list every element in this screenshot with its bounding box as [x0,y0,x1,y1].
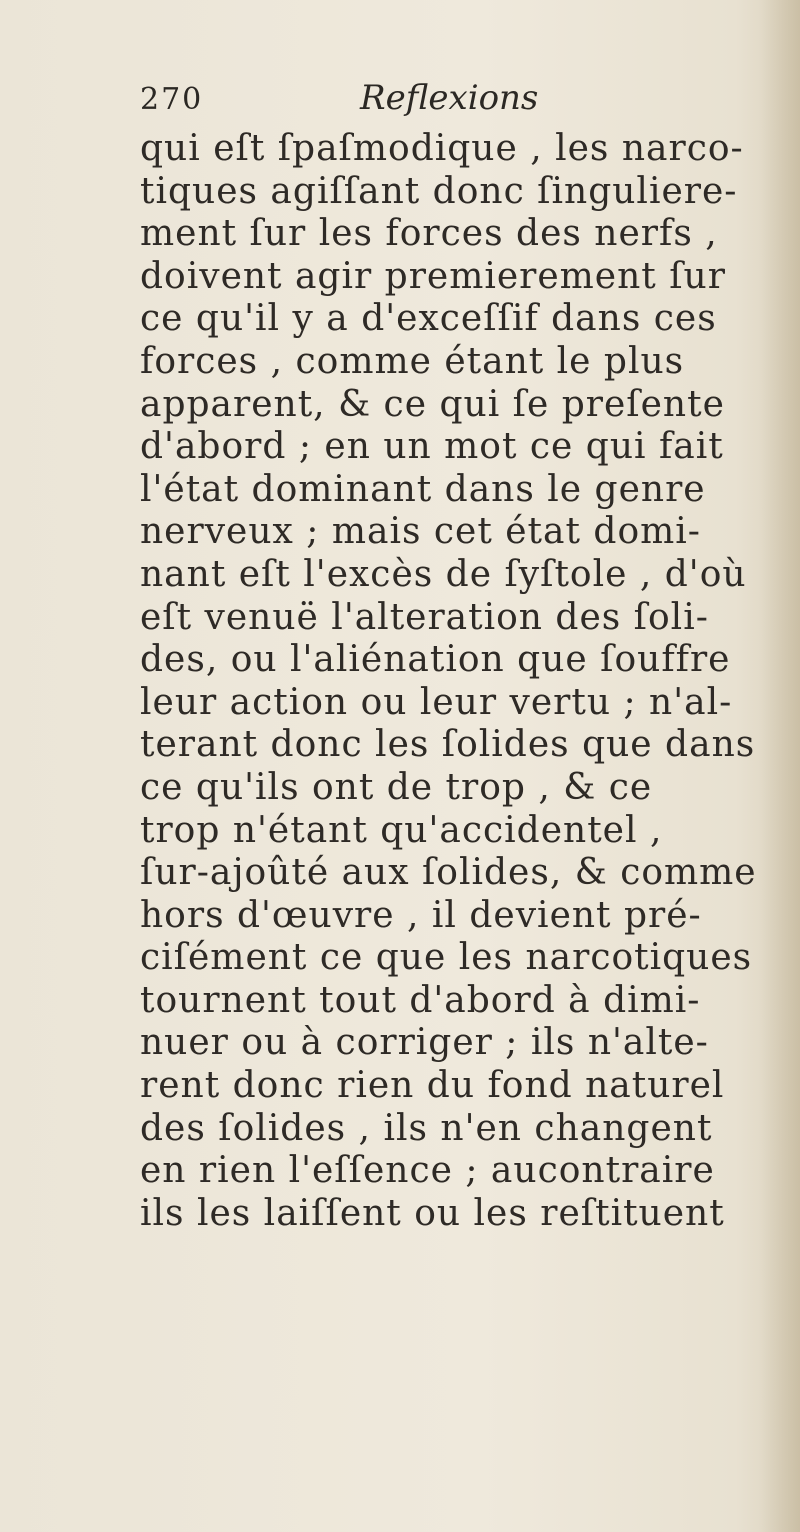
body-text [140,128,780,1235]
text-line: nerveux ; mais cet état domi- [140,511,701,553]
text-line: des, ou l'aliénation que ſouffre [140,639,731,681]
text-line: terant donc les ſolides que dans [140,724,756,766]
text-line: en rien l'eſſence ; aucontraire [140,1150,715,1192]
text-line: d'abord ; en un mot ce qui fait [140,426,724,468]
text-line: nuer ou à corriger ; ils n'alte- [140,1022,709,1064]
text-line: ſur-ajoûté aux ſolides, & comme [140,852,757,894]
text-line: forces , comme étant le plus [140,340,685,382]
text-line: trop n'étant qu'accidentel , [140,809,663,851]
text-line: qui eſt ſpaſmodique , les narco- [140,128,744,169]
text-line: des ſolides , ils n'en changent [140,1107,713,1149]
text-line: nant eſt l'excès de ſyſtole , d'où [140,553,747,595]
text-line: ment ſur les forces des nerfs , [140,213,718,255]
running-title: Reflexions [360,78,539,118]
text-line: rent donc rien du fond naturel [140,1065,725,1107]
text-line: ce qu'il y a d'exceſſif dans ces [140,298,717,340]
text-line: ce qu'ils ont de trop , & ce [140,766,653,808]
text-line: hors d'œuvre , il devient pré- [140,894,702,936]
page-header [140,78,700,128]
text-line: ciſément ce que les narcotiques [140,937,753,979]
text-line: apparent, & ce qui ſe preſente [140,383,725,425]
text-line: leur action ou leur vertu ; n'al- [140,681,733,723]
page-number: 270 [140,82,204,117]
text-line: tournent tout d'abord à dimi- [140,979,701,1021]
text-line: l'état dominant dans le genre [140,468,706,510]
text-line: tiques agiſſant donc ſinguliere- [140,170,738,212]
text-line: eſt venuë l'alteration des ſoli- [140,596,709,638]
text-line: ils les laiſſent ou les reſtituent [140,1192,725,1234]
text-line: doivent agir premierement ſur [140,255,726,297]
